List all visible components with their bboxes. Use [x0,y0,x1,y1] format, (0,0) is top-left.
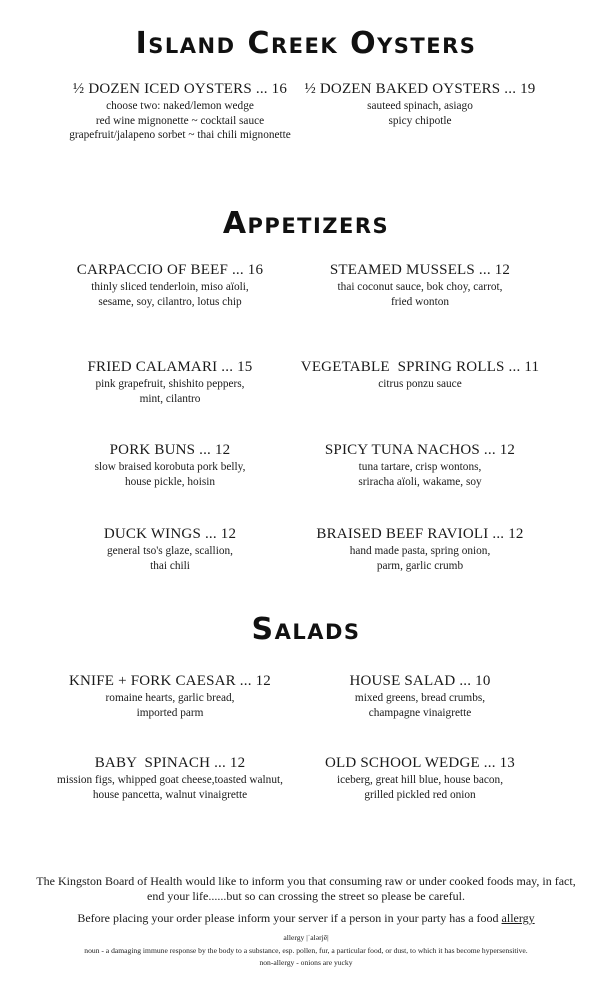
item-name: STEAMED MUSSELS ... 12 [329,262,511,278]
menu-item-wedge [290,754,550,802]
item-desc-line: grapefruit/jalapeno sorbet ~ thai chili mignonette [69,129,291,141]
item-desc-line: thai chili [150,559,190,572]
menu-item-house-salad [290,672,550,720]
health-notice-line-2: end your life......but so can crossing the street so please be careful. [147,889,465,903]
item-name: HOUSE SALAD ... 10 [349,673,491,689]
menu-item-calamari [40,358,300,406]
item-name: OLD SCHOOL WEDGE ... 13 [324,755,515,771]
allergy-notice [0,910,612,926]
non-allergy-note: non-allergy - onions are yucky [259,958,353,967]
item-desc-line: sesame, soy, cilantro, lotus chip [98,295,242,308]
appetizers-section-title: Appetizers [222,206,390,241]
item-name: PORK BUNS ... 12 [109,442,231,458]
menu-item-spring-rolls [290,358,550,392]
item-desc-line: mint, cilantro [139,392,201,405]
menu-item-tuna-nachos [290,441,550,489]
item-name: ½ DOZEN ICED OYSTERS ... 16 [72,81,288,97]
item-desc-line: champagne vinaigrette [368,706,472,719]
item-desc-line: romaine hearts, garlic bread, [105,692,235,704]
item-desc-line: tuna tartare, crisp wontons, [358,461,482,473]
item-desc-line: fried wonton [390,295,450,308]
item-desc-line: choose two: naked/lemon wedge [106,100,254,112]
item-desc-line: parm, garlic crumb [376,559,464,572]
item-name: ½ DOZEN BAKED OYSTERS ... 19 [304,81,536,97]
item-desc-line: red wine mignonette ~ cocktail sauce [95,114,265,127]
allergy-word: allergy [501,911,535,925]
item-desc-line: imported parm [136,706,204,719]
item-name: FRIED CALAMARI ... 15 [87,359,253,375]
allergy-pronunciation: allergy |ˈalərjē| [283,933,329,942]
item-desc-line: general tso's glaze, scallion, [107,545,233,557]
item-desc-line: pink grapefruit, shishito peppers, [95,378,245,390]
item-desc-line: house pickle, hoisin [124,475,216,488]
item-name: KNIFE + FORK CAESAR ... 12 [68,673,272,689]
item-desc-line: hand made pasta, spring onion, [349,545,491,557]
item-desc-line: sauteed spinach, asiago [367,100,473,112]
menu-item-beef-ravioli [290,525,550,573]
item-name: BRAISED BEEF RAVIOLI ... 12 [316,526,524,542]
item-desc-line: citrus ponzu sauce [378,378,462,390]
item-desc-line: sriracha aïoli, wakame, soy [358,475,482,488]
item-desc-line: thinly sliced tenderloin, miso aïoli, [91,281,249,293]
item-name: VEGETABLE SPRING ROLLS ... 11 [300,359,540,375]
item-desc-line: slow braised korobuta pork belly, [94,461,246,473]
item-name: SPICY TUNA NACHOS ... 12 [324,442,516,458]
item-name: CARPACCIO OF BEEF ... 16 [76,262,264,278]
salads-section-title: Salads [251,612,361,647]
item-desc-line: spicy chipotle [388,114,452,127]
menu-item-carpaccio [40,261,300,309]
menu-item-duck-wings [40,525,300,573]
oysters-section-title: Island Creek Oysters [135,26,477,61]
item-desc-line: house pancetta, walnut vinaigrette [92,788,248,801]
menu-item-baby-spinach [40,754,300,802]
item-desc-line: mixed greens, bread crumbs, [354,692,486,704]
item-desc-line: thai coconut sauce, bok choy, carrot, [337,281,503,293]
allergy-notice-text: Before placing your order please inform your server if a person in your party has a food [77,911,499,925]
item-desc-line: grilled pickled red onion [364,788,476,801]
health-notice-line-1: The Kingston Board of Health would like to inform you that consuming raw or under cooked foods may, in fact, [36,874,576,888]
menu-item-iced-oysters [30,80,330,143]
item-name: DUCK WINGS ... 12 [103,526,237,542]
item-name: BABY SPINACH ... 12 [94,755,246,771]
menu-item-caesar [40,672,300,720]
item-desc-line: mission figs, whipped goat cheese,toasted walnut, [57,774,283,786]
menu-item-baked-oysters [300,80,540,128]
menu-item-mussels [290,261,550,309]
menu-item-pork-buns [40,441,300,489]
item-desc-line: iceberg, great hill blue, house bacon, [336,774,504,786]
allergy-definition: noun - a damaging immune response by the body to a substance, esp. pollen, fur, a particular food, or dust, to which it has become hypersensitive. [84,946,528,955]
